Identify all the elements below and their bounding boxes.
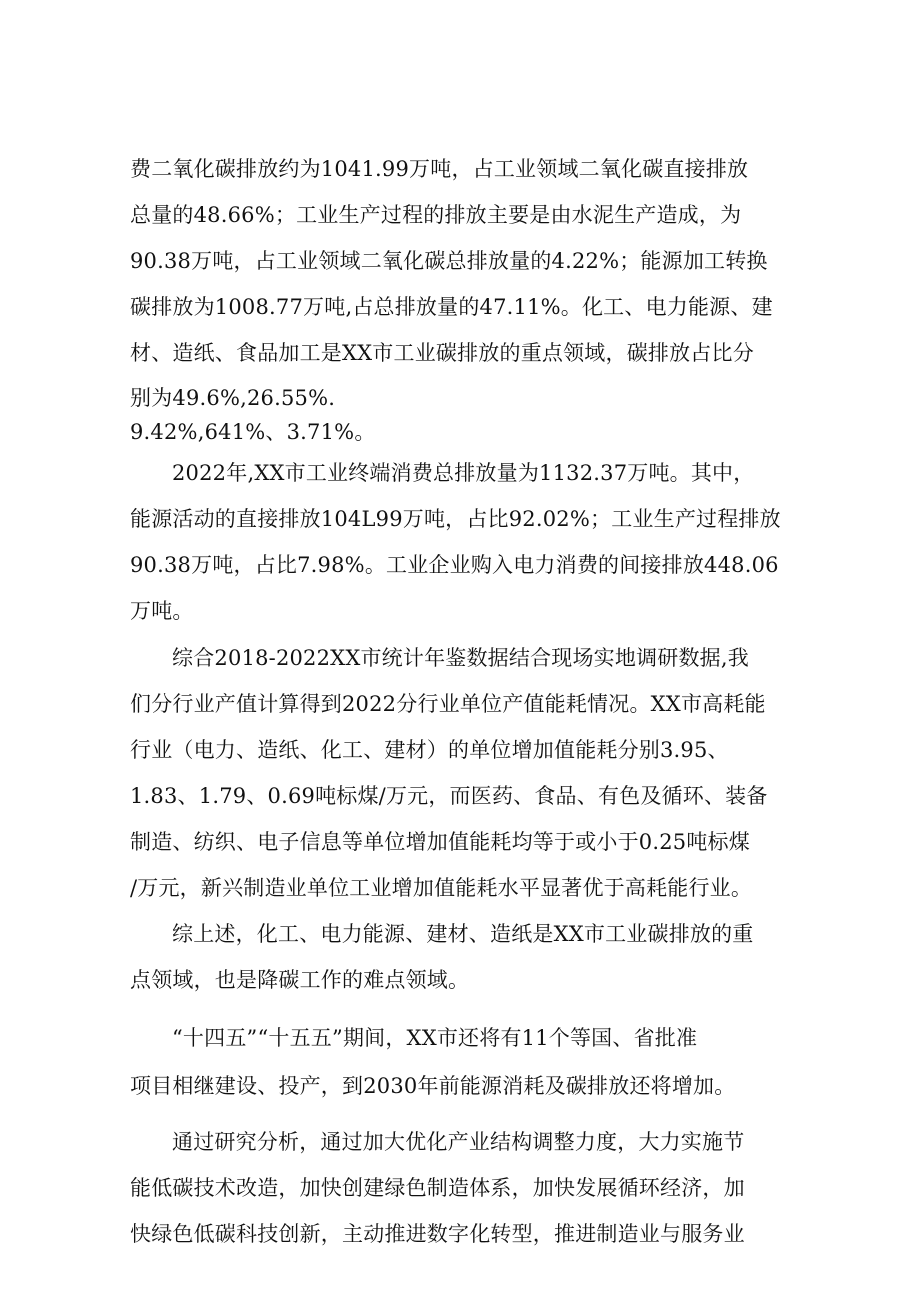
text-line: 能源活动的直接排放104L99万吨，占比92.02%；工业生产过程排放 [130, 507, 781, 531]
text-line: 点领域，也是降碳工作的难点领域。 [130, 968, 470, 992]
text-line: 万吨。 [130, 599, 194, 623]
text-line: 1.83、1.79、0.69吨标煤/万元，而医药、食品、有色及循环、装备 [130, 784, 768, 808]
paragraph-first-line: 2022年,XX市工业终端消费总排放量为1132.37万吨。其中， [172, 461, 755, 485]
text-line: 9.42%,641%、3.71%。 [130, 420, 376, 444]
text-line: 们分行业产值计算得到2022分行业单位产值能耗情况。XX市高耗能 [130, 692, 766, 716]
text-line: 碳排放为1008.77万吨,占总排放量的47.11%。化工、电力能源、建 [130, 295, 773, 319]
paragraph-first-line: 综上述，化工、电力能源、建材、造纸是XX市工业碳排放的重 [172, 922, 754, 946]
paragraph-first-line: 通过研究分析，通过加大优化产业结构调整力度，大力实施节 [172, 1130, 745, 1154]
text-line: 快绿色低碳科技创新，主动推进数字化转型，推进制造业与服务业 [130, 1222, 745, 1246]
text-line: 能低碳技术改造，加快创建绿色制造体系，加快发展循环经济，加 [130, 1176, 745, 1200]
text-line: 90.38万吨，占工业领域二氧化碳总排放量的4.22%；能源加工转换 [130, 249, 768, 273]
text-line: 项目相继建设、投产，到2030年前能源消耗及碳排放还将增加。 [130, 1074, 736, 1098]
text-line: 材、造纸、食品加工是XX市工业碳排放的重点领域，碳排放占比分 [130, 341, 754, 365]
text-line: 行业（电力、造纸、化工、建材）的单位增加值能耗分别3.95、 [130, 738, 729, 762]
text-line: 90.38万吨，占比7.98%。工业企业购入电力消费的间接排放448.06 [130, 553, 779, 577]
text-line: /万元，新兴制造业单位工业增加值能耗水平显著优于高耗能行业。 [130, 876, 753, 900]
paragraph-first-line: 综合2018-2022XX市统计年鉴数据结合现场实地调研数据,我 [172, 646, 749, 670]
text-line: 制造、纺织、电子信息等单位增加值能耗均等于或小于0.25吨标煤 [130, 830, 750, 854]
paragraph-first-line: “十四五”“十五五”期间，XX市还将有11个等国、省批准 [172, 1026, 698, 1050]
text-line: 总量的48.66%；工业生产过程的排放主要是由水泥生产造成，为 [130, 203, 742, 227]
text-line: 别为49.6%,26.55%. [130, 386, 336, 410]
text-line: 费二氧化碳排放约为1041.99万吨，占工业领域二氧化碳直接排放 [130, 157, 749, 181]
